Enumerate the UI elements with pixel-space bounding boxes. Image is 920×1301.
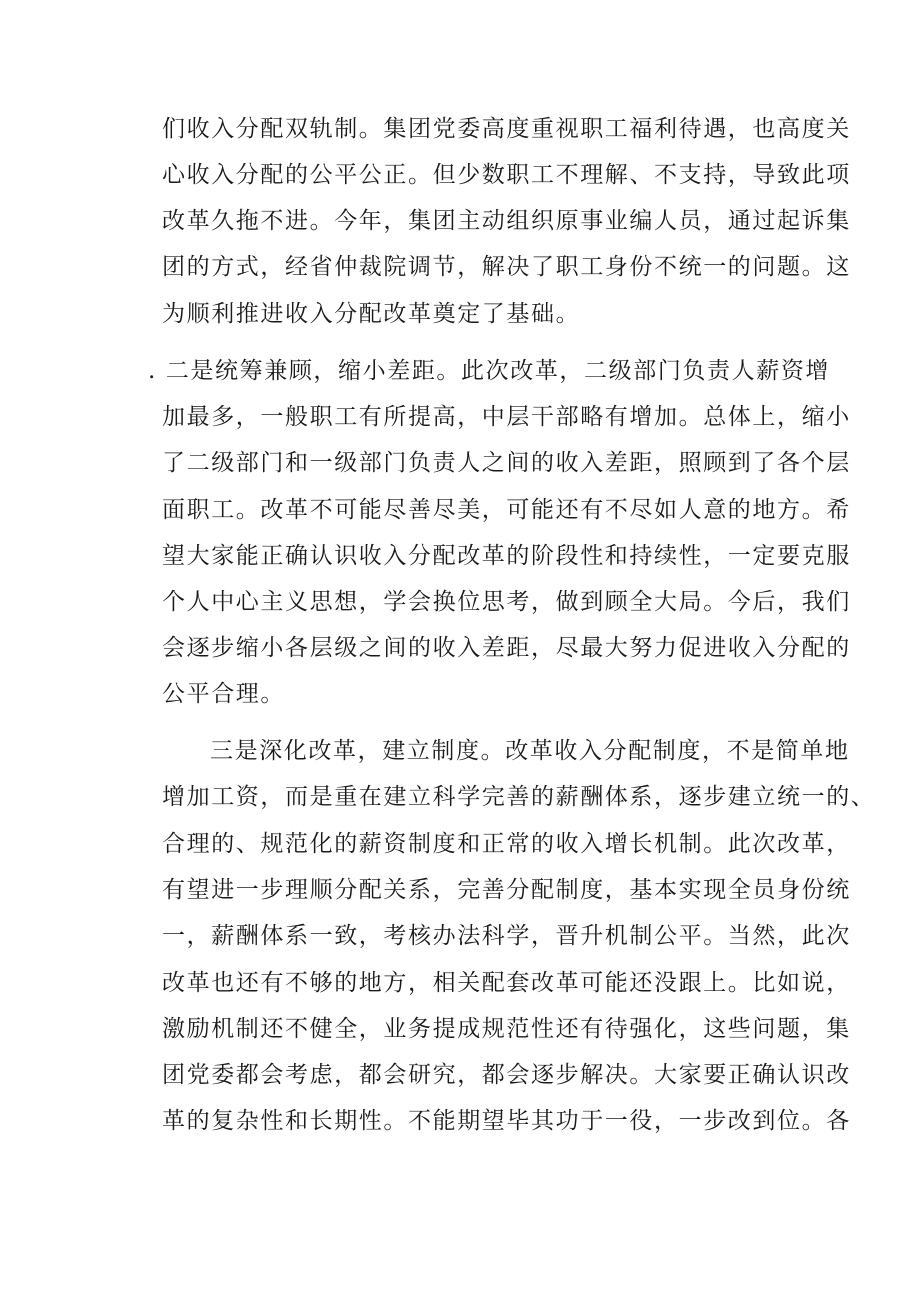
text-line: 改革也还有不够的地方，相关配套改革可能还没跟上。比如说， [162,970,851,996]
text-line: 团的方式，经省仲裁院调节，解决了职工身份不统一的问题。这 [162,254,851,280]
text-line: 了二级部门和一级部门负责人之间的收入差距，照顾到了各个层 [162,450,851,476]
paragraph-start-line: . 二是统筹兼顾，缩小差距。此次改革，二级部门负责人薪资增 [148,358,831,384]
text-line: 个人中心主义思想，学会换位思考，做到顾全大局。今后，我们 [162,589,851,615]
text-line: 会逐步缩小各层级之间的收入差距，尽最大努力促进收入分配的 [162,635,851,661]
text-line: 团党委都会考虑，都会研究，都会逐步解决。大家要正确认识改 [162,1062,851,1088]
text-line: 一，薪酬体系一致，考核办法科学，晋升机制公平。当然，此次 [162,923,851,949]
paragraph-start-line: 三是深化改革，建立制度。改革收入分配制度，不是简单地 [210,738,850,764]
text-line: 革的复杂性和长期性。不能期望毕其功于一役，一步改到位。各 [162,1108,851,1134]
text-line: 面职工。改革不可能尽善尽美，可能还有不尽如人意的地方。希 [162,497,851,523]
text-line: 改革久拖不进。今年，集团主动组织原事业编人员，通过起诉集 [162,208,851,234]
text-line: 有望进一步理顺分配关系，完善分配制度，基本实现全员身份统 [162,877,851,903]
text-line: 们收入分配双轨制。集团党委高度重视职工福利待遇，也高度关 [162,116,851,142]
text-line: 增加工资，而是重在建立科学完善的薪酬体系，逐步建立统一的、 [162,784,876,810]
text-line: 为顺利推进收入分配改革奠定了基础。 [162,301,581,327]
text-line: 心收入分配的公平公正。但少数职工不理解、不支持，导致此项 [162,162,851,188]
text-line: 合理的、规范化的薪资制度和正常的收入增长机制。此次改革， [162,831,851,857]
text-line: 望大家能正确认识收入分配改革的阶段性和持续性，一定要克服 [162,543,851,569]
text-line: 加最多，一般职工有所提高，中层干部略有增加。总体上，缩小 [162,404,851,430]
text-line: 激励机制还不健全，业务提成规范性还有待强化，这些问题，集 [162,1016,851,1042]
text-line: 公平合理。 [162,681,285,707]
